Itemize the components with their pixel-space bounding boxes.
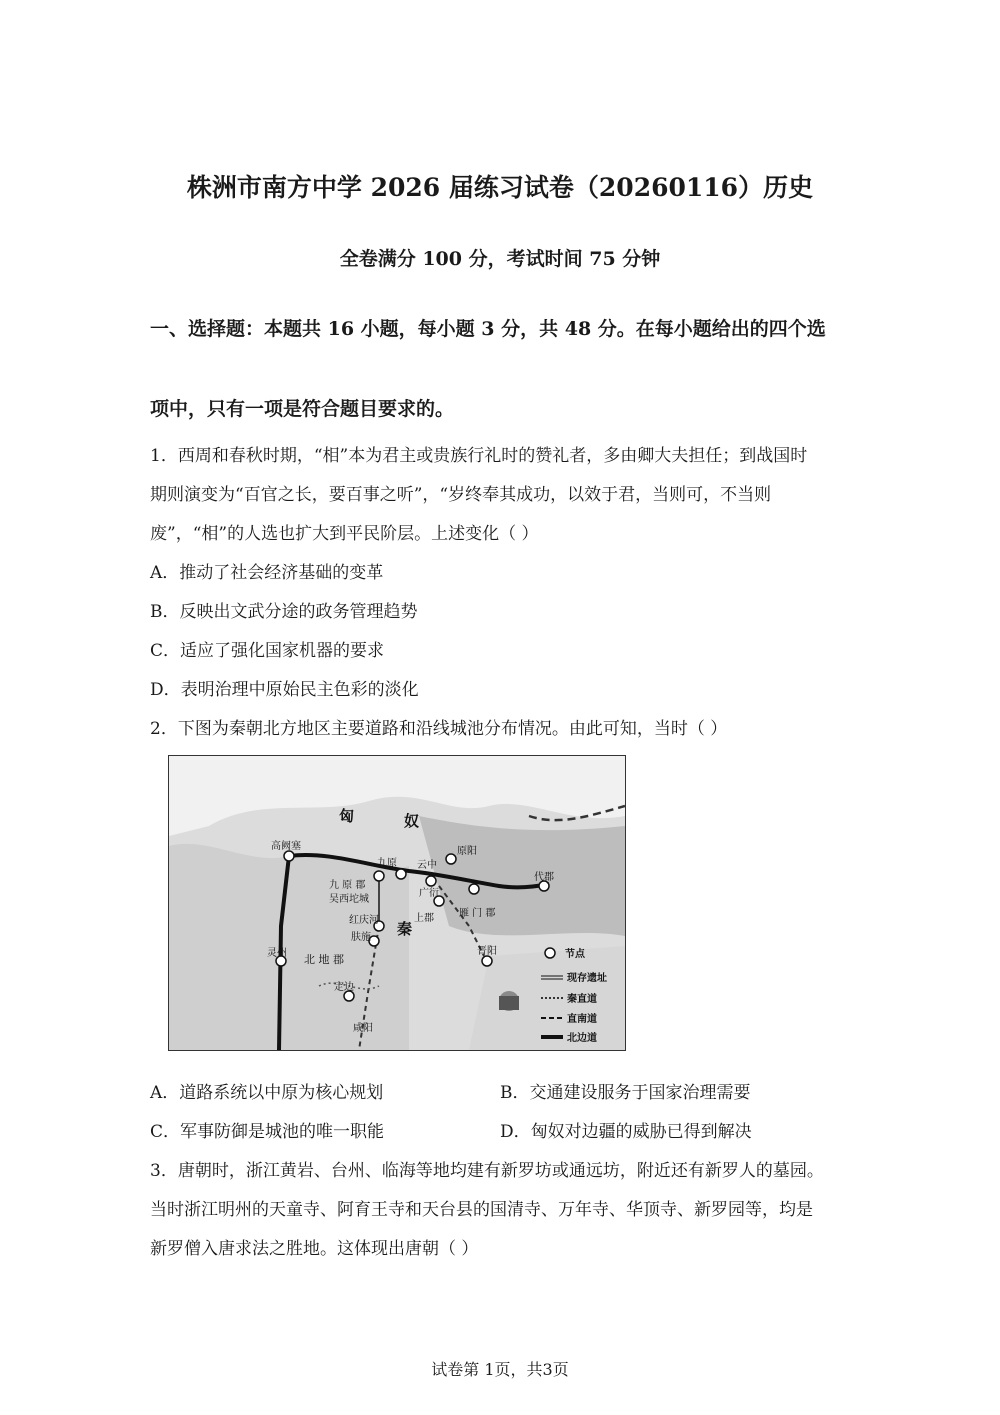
map-region-shang: 上郡 xyxy=(414,913,434,924)
q3-stem-line-2: 当时浙江明州的天童寺、阿育王寺和天台县的国清寺、万年寺、华顶寺、新罗园等，均是 xyxy=(150,1200,813,1220)
map-region-wuxi: 吴西坨城 xyxy=(329,894,369,905)
exam-subtitle: 全卷满分 100 分，考试时间 75 分钟 xyxy=(339,248,661,270)
map-place-guangyan: 广衍 xyxy=(419,888,439,899)
q1-option-a[interactable]: A．推动了社会经济基础的变革 xyxy=(150,563,384,583)
map-graphic xyxy=(169,756,625,1050)
map-region-qin: 秦 xyxy=(397,920,413,938)
legend-beibian: 北边道 xyxy=(567,1033,597,1044)
map-region-beidi: 北 地 郡 xyxy=(304,953,344,966)
map-place-fushi: 肤施 xyxy=(351,932,371,943)
section-heading-line-2: 项中，只有一项是符合题目要求的。 xyxy=(150,398,455,420)
q1-option-b[interactable]: B．反映出文武分途的政务管理趋势 xyxy=(150,602,418,622)
legend-qin-zhidao: 秦直道 xyxy=(567,994,597,1005)
map-place-yunzhong: 云中 xyxy=(417,860,437,871)
legend-zhinan: 直南道 xyxy=(567,1014,597,1025)
q1-stem-line-2: 期则演变为“百官之长，要百事之听”，“岁终奉其成功，以效于君，当则可，不当则 xyxy=(150,485,772,505)
q2-stem: 2．下图为秦朝北方地区主要道路和沿线城池分布情况。由此可知，当时（ ） xyxy=(150,719,728,739)
qin-road-map xyxy=(168,755,626,1051)
q2-option-d[interactable]: D．匈奴对边疆的威胁已得到解决 xyxy=(500,1122,752,1142)
map-place-daijun: 代郡 xyxy=(534,872,554,883)
map-place-yuanyang: 原阳 xyxy=(457,846,477,857)
map-region-nu: 奴 xyxy=(404,812,420,830)
q1-stem-line-1: 1．西周和春秋时期，“相”本为君主或贵族行礼时的赞礼者，多由卿大夫担任；到战国时 xyxy=(150,446,808,466)
q2-option-c[interactable]: C．军事防御是城池的唯一职能 xyxy=(150,1122,385,1142)
map-place-xianyang: 咸阳 xyxy=(353,1023,373,1034)
map-place-dingbian: 定边 xyxy=(334,982,354,993)
map-region-xiong: 匈 xyxy=(339,807,355,825)
q2-option-a[interactable]: A．道路系统以中原为核心规划 xyxy=(150,1083,384,1103)
map-place-jiuyuan: 九原 xyxy=(377,858,397,869)
map-place-jinyang: 晋阳 xyxy=(477,946,497,957)
q3-stem-line-1: 3．唐朝时，浙江黄岩、台州、临海等地均建有新罗坊或通远坊，附近还有新罗人的墓园。 xyxy=(150,1161,824,1181)
map-region-jiuyuan: 九 原 郡 xyxy=(329,880,366,891)
legend-node: 节点 xyxy=(565,949,585,960)
q1-stem-line-3: 废”，“相”的人选也扩大到平民阶层。上述变化（ ） xyxy=(150,524,539,544)
map-region-yanmen: 雁 门 郡 xyxy=(459,908,496,919)
q3-stem-line-3: 新罗僧入唐求法之胜地。这体现出唐朝（ ） xyxy=(150,1239,479,1259)
exam-title: 株洲市南方中学 2026 届练习试卷（20260116）历史 xyxy=(186,173,814,202)
section-heading-line-1: 一、选择题：本题共 16 小题，每小题 3 分，共 48 分。在每小题给出的四个选 xyxy=(150,318,826,340)
legend-site: 现存遗址 xyxy=(567,973,607,984)
map-place-lingzhou: 灵州 xyxy=(267,948,287,959)
map-place-gaoquesai: 高阙塞 xyxy=(271,841,301,852)
q1-option-d[interactable]: D．表明治理中原始民主色彩的淡化 xyxy=(150,680,419,700)
q1-option-c[interactable]: C．适应了强化国家机器的要求 xyxy=(150,641,385,661)
q2-option-b[interactable]: B．交通建设服务于国家治理需要 xyxy=(500,1083,751,1103)
map-place-hongqinghe: 红庆河 xyxy=(349,915,379,926)
page-footer: 试卷第 1页，共3页 xyxy=(431,1360,569,1379)
